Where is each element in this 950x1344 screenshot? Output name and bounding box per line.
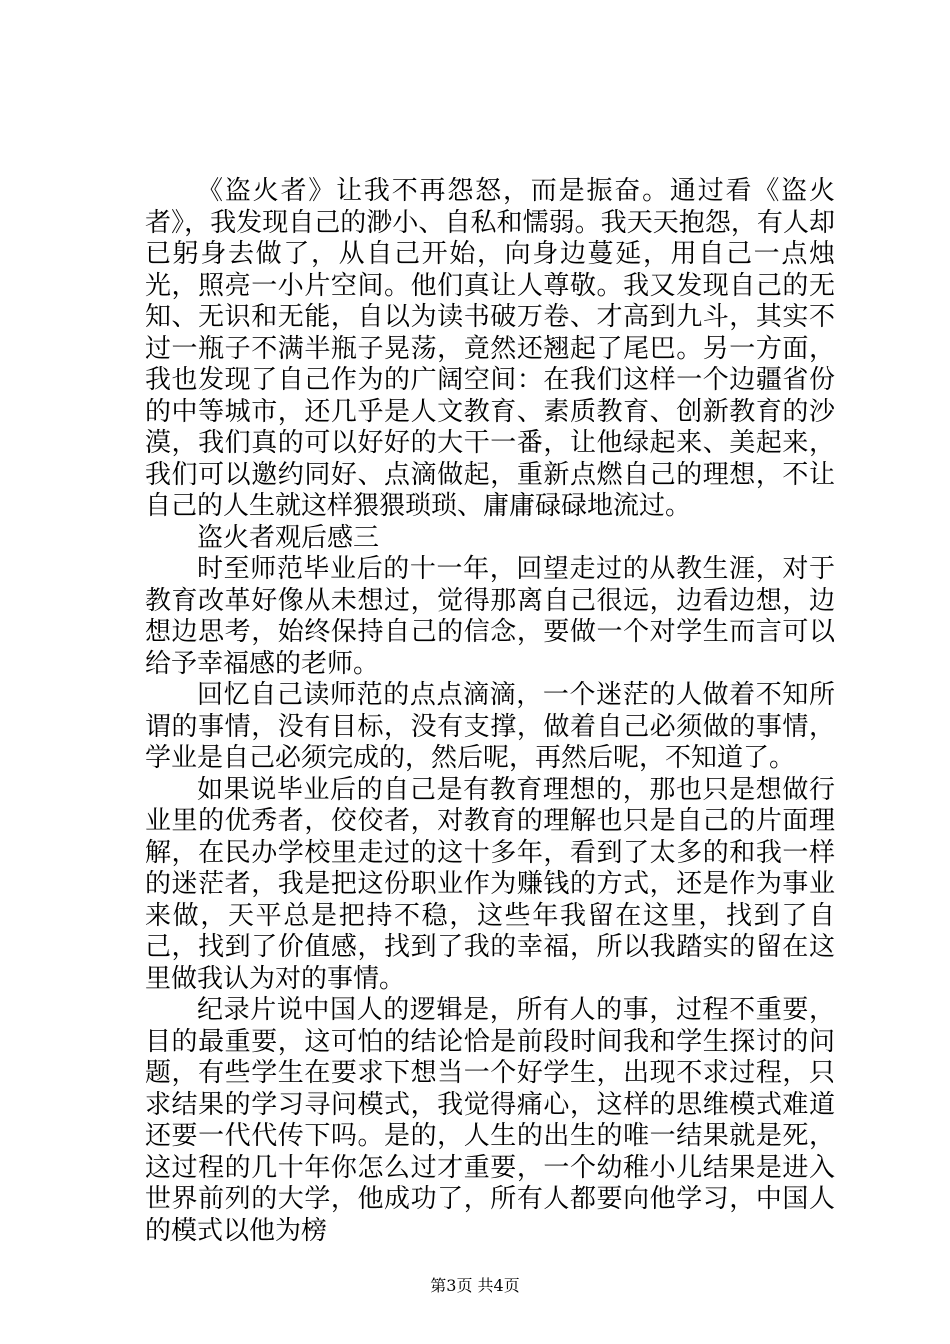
document-body [145, 176, 835, 1247]
paragraph-5: 纪录片说中国人的逻辑是，所有人的事，过程不重要，目的最重要，这可怕的结论恰是前段时间我和学生探讨的问题，有些学生在要求下想当一个好学生，出现不求过程，只求结果的学习寻问模式，我觉得痛心，这样的思维模式难道还要一代代传下吗。是的，人生的出生的唯一结果就是死，这过程的几十年你怎么过才重要，一个幼稚小儿结果是进入世界前列的大学，他成功了，所有人都要向他学习，中国人的模式以他为榜 [145, 995, 835, 1246]
paragraph-1: 《盗火者》让我不再怨怒，而是振奋。通过看《盗火者》，我发现自己的渺小、自私和懦弱。我天天抱怨，有人却已躬身去做了，从自己开始，向身边蔓延，用自己一点烛光，照亮一小片空间。他们真让人尊敬。我又发现自己的无知、无识和无能，自以为读书破万卷、才高到九斗，其实不过一瓶子不满半瓶子晃荡，竟然还翘起了尾巴。另一方面，我也发现了自己作为的广阔空间：在我们这样一个边疆省份的中等城市，还几乎是人文教育、素质教育、创新教育的沙漠，我们真的可以好好的大干一番，让他绿起来、美起来，我们可以邀约同好、点滴做起，重新点燃自己的理想，不让自己的人生就这样猥猥琐琐、庸庸碌碌地流过。 [145, 176, 835, 521]
section-heading: 盗火者观后感三 [197, 522, 380, 553]
page-footer: 第3页 共4页 [430, 1276, 520, 1295]
paragraph-4: 如果说毕业后的自己是有教育理想的，那也只是想做行业里的优秀者，佼佼者，对教育的理解也只是自己的片面理解，在民办学校里走过的这十多年，看到了太多的和我一样的迷茫者，我是把这份职业作为赚钱的方式，还是作为事业来做，天平总是把持不稳，这些年我留在这里，找到了自己，找到了价值感，找到了我的幸福，所以我踏实的留在这里做我认为对的事情。 [145, 774, 835, 994]
paragraph-3: 回忆自己读师范的点点滴滴，一个迷茫的人做着不知所谓的事情，没有目标，没有支撑，做着自己必须做的事情，学业是自己必须完成的，然后呢，再然后呢，不知道了。 [145, 680, 835, 773]
paragraph-2: 时至师范毕业后的十一年，回望走过的从教生涯，对于教育改革好像从未想过，觉得那离自己很远，边看边想，边想边思考，始终保持自己的信念，要做一个对学生而言可以给予幸福感的老师。 [145, 554, 835, 679]
